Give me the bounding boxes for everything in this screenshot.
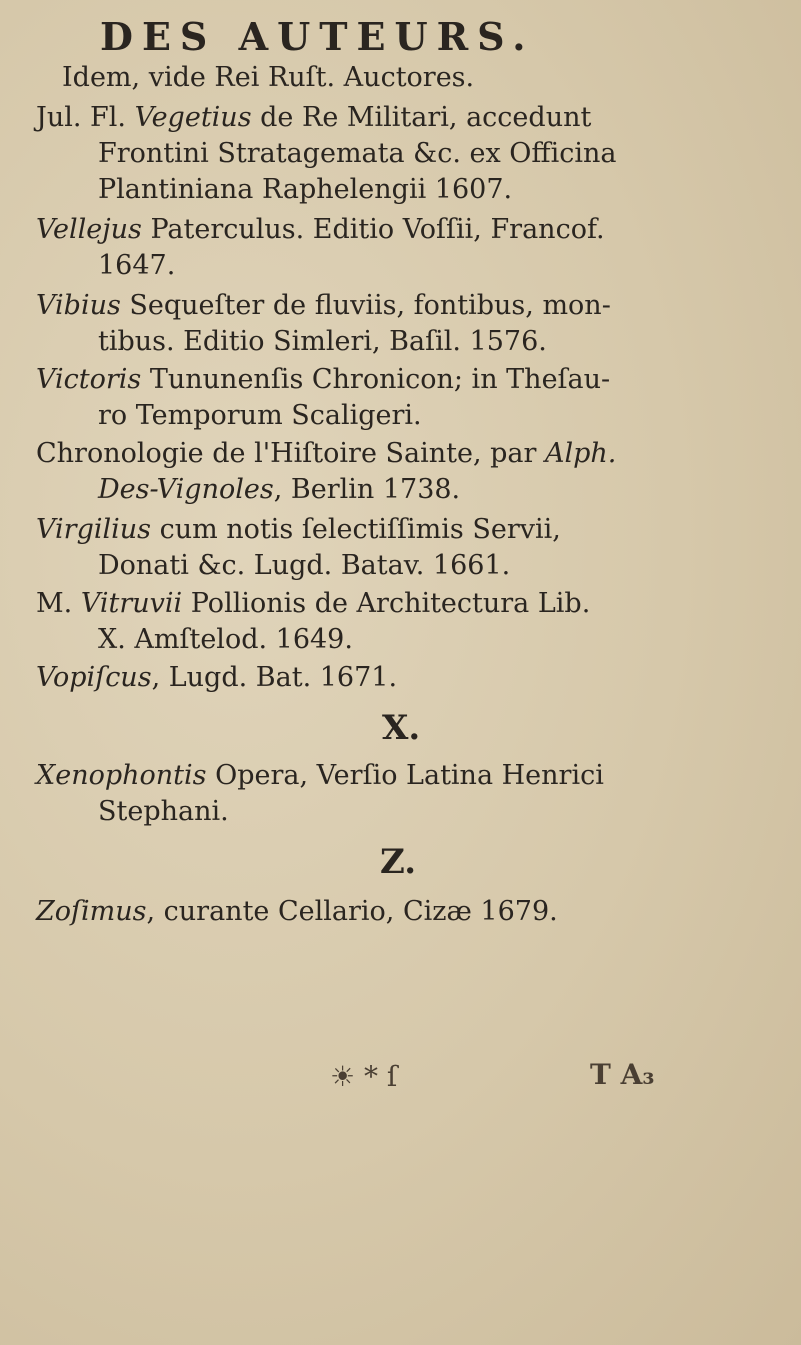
entry-text: , curante Cellario, Cizæ 1679. — [146, 896, 558, 927]
entry-continuation: Stephani. — [98, 796, 229, 827]
entry-lead: Jul. Fl. — [36, 102, 135, 133]
entry-vegetius — [36, 100, 616, 208]
entry-text: Idem, vide Rei Ruſt. Auctores. — [62, 62, 475, 93]
entry-text: Pollionis de Architectura Lib. — [182, 588, 591, 619]
entry-lead: M. — [36, 588, 81, 619]
entry-author: Vegetius — [134, 102, 252, 133]
section-letter-x: X. — [382, 708, 421, 748]
entry-author: Alph. — [545, 438, 617, 469]
entry-vopiscus — [36, 660, 397, 696]
entry-continuation: Frontini Stratagemata &c. ex Officina — [98, 138, 617, 169]
entry-author: Zoſimus — [36, 896, 147, 927]
entry-author: Vellejus — [36, 214, 142, 245]
entry-continuation-text: , Berlin 1738. — [273, 474, 461, 505]
entry-vellejus — [36, 212, 605, 284]
entry-text: Sequeſter de fluviis, fontibus, mon- — [120, 290, 611, 321]
entry-victoris — [36, 362, 610, 434]
entry-text: Tununenſis Chronicon; in Theſau- — [141, 364, 611, 395]
entry-idem — [62, 60, 474, 96]
entry-zosimus — [36, 894, 558, 930]
entry-continuation: X. Amſtelod. 1649. — [98, 624, 353, 655]
entry-continuation — [36, 472, 616, 508]
entry-author: Virgilius — [36, 514, 152, 545]
entry-continuation: 1647. — [98, 250, 176, 281]
entry-text: de Re Militari, accedunt — [251, 102, 592, 133]
entry-author-cont: Des-Vignoles — [98, 474, 274, 505]
entry-text: Opera, Verſio Latina Henrici — [206, 760, 604, 791]
printer-marks-left: ☀ * ſ — [330, 1060, 398, 1093]
entry-continuation: Donati &c. Lugd. Batav. 1661. — [98, 550, 511, 581]
entry-lead: Chronologie de l'Hiſtoire Sainte, par — [36, 438, 545, 469]
entry-author: Vitruvii — [80, 588, 183, 619]
entry-xenophontis — [36, 758, 604, 830]
signature-mark: T A₃ — [590, 1058, 655, 1091]
section-letter-z: Z. — [380, 842, 417, 882]
entry-author: Victoris — [36, 364, 142, 395]
entry-text: cum notis ſelectiſſimis Servii, — [151, 514, 561, 545]
entry-vitruvii — [36, 586, 590, 658]
entry-continuation: ro Temporum Scaligeri. — [98, 400, 422, 431]
entry-vibius — [36, 288, 611, 360]
entry-chronologie — [36, 436, 616, 508]
entry-text: , Lugd. Bat. 1671. — [151, 662, 398, 693]
entry-virgilius — [36, 512, 561, 584]
entry-author: Vopiſcus — [36, 662, 152, 693]
page-header: DES AUTEURS. — [100, 14, 535, 59]
entry-author: Vibius — [36, 290, 121, 321]
entry-text: Paterculus. Editio Voſſii, Francof. — [141, 214, 605, 245]
entry-author: Xenophontis — [36, 760, 207, 791]
entry-continuation: tibus. Editio Simleri, Baſil. 1576. — [98, 326, 547, 357]
entry-continuation: Plantiniana Raphelengii 1607. — [98, 174, 513, 205]
